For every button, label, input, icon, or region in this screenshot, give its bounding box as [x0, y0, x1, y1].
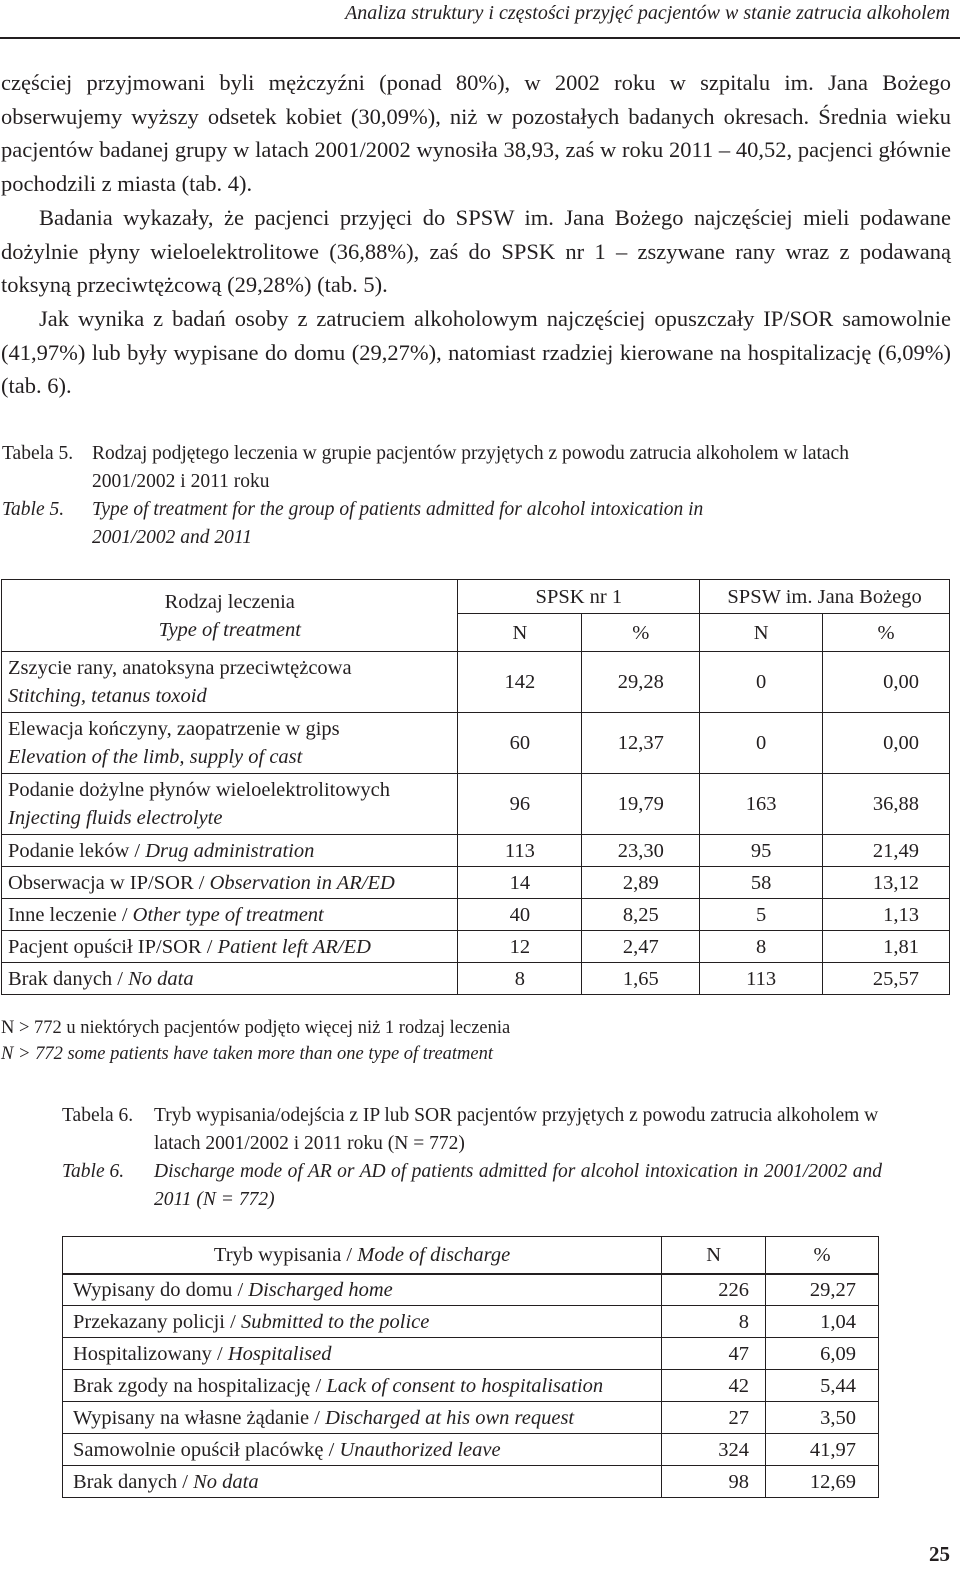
treatment-en: Elevation of the limb, supply of cast — [8, 746, 303, 768]
mode-pl: Brak zgody na hospitalizację — [73, 1374, 311, 1397]
spsw-n: 95 — [700, 835, 823, 867]
spsk-pct: 2,47 — [582, 931, 700, 963]
table5-head-en: Type of treatment — [158, 618, 301, 641]
mode-sep: / — [309, 1406, 326, 1429]
discharge-n: 27 — [662, 1402, 766, 1434]
table-row — [2, 963, 950, 995]
treatment-cell — [2, 652, 458, 713]
discharge-pct: 12,69 — [766, 1466, 879, 1498]
treatment-sep: / — [129, 839, 146, 862]
spsk-n: 40 — [458, 899, 582, 931]
mode-sep: / — [310, 1374, 327, 1397]
treatment-cell — [2, 774, 458, 835]
spsw-pct: 0,00 — [823, 652, 950, 713]
discharge-mode-cell — [63, 1274, 662, 1306]
table-row — [63, 1370, 879, 1402]
mode-en: Discharged home — [248, 1278, 393, 1301]
spsk-pct: 19,79 — [582, 774, 700, 835]
table6-caption-pl-label: Tabela 6. — [62, 1105, 134, 1126]
table5-col-n2: N — [700, 614, 823, 652]
spsw-n: 58 — [700, 867, 823, 899]
mode-en: Submitted to the police — [240, 1310, 430, 1333]
table5-head-pl: Rodzaj leczenia — [164, 590, 295, 613]
spsw-n: 0 — [700, 713, 823, 774]
treatment-pl: Elewacja kończyny, zaopatrzenie w gips — [8, 718, 340, 740]
spsk-pct: 12,37 — [582, 713, 700, 774]
table5-note-en: N > 772 some patients have taken more than one type of treatment — [1, 1044, 494, 1064]
mode-en: Hospitalised — [227, 1342, 332, 1365]
treatment-pl: Podanie dożylne płynów wieloelektrolitowych — [8, 779, 391, 801]
spsw-n: 5 — [700, 899, 823, 931]
treatment-en: Stitching, tetanus toxoid — [8, 685, 207, 707]
spsw-pct: 13,12 — [823, 867, 950, 899]
discharge-n: 42 — [662, 1370, 766, 1402]
table-row — [2, 867, 950, 899]
table6-caption-en: Discharge mode of AR or AD of patients admitted for alcohol intoxication in 2001/2002 and 2011 (N = 772) — [154, 1161, 882, 1210]
spsk-pct: 29,28 — [582, 652, 700, 713]
spsw-pct: 36,88 — [823, 774, 950, 835]
table5-caption-pl: Rodzaj podjętego leczenia w grupie pacjentów przyjętych z powodu zatrucia alkoholem w latach 2001/2002 i 2011 roku — [92, 443, 849, 492]
spsk-n: 96 — [458, 774, 582, 835]
treatment-en: No data — [128, 967, 194, 990]
table-row — [63, 1434, 879, 1466]
mode-pl: Wypisany do domu — [73, 1278, 233, 1301]
discharge-pct: 6,09 — [766, 1338, 879, 1370]
treatment-sep: / — [201, 935, 218, 958]
paragraph-2: Badania wykazały, że pacjenci przyjęci do SPSW im. Jana Bożego najczęściej mieli podawane dożylnie płyny wieloelektrolitowe (36,88%), zaś do SPSK nr 1 – zszywane rany wraz z podawaną toksyną przeciwtężcową (29,28%) (tab. 5). — [1, 204, 951, 298]
mode-sep: / — [211, 1342, 228, 1365]
running-title: Analiza struktury i częstości przyjęć pacjentów w stanie zatrucia alkoholem — [345, 2, 950, 24]
table6-head-sep: / — [341, 1243, 358, 1266]
discharge-pct: 3,50 — [766, 1402, 879, 1434]
mode-pl: Wypisany na własne żądanie — [73, 1406, 310, 1429]
table-row — [2, 774, 950, 835]
table6-caption-en-label: Table 6. — [62, 1161, 125, 1182]
treatment-cell — [2, 899, 458, 931]
table-row — [2, 899, 950, 931]
spsw-n: 0 — [700, 652, 823, 713]
discharge-n: 8 — [662, 1306, 766, 1338]
running-header — [0, 0, 960, 39]
table5-col-pct2: % — [823, 614, 950, 652]
treatment-sep: / — [193, 871, 210, 894]
table6-head-pl: Tryb wypisania — [213, 1243, 342, 1266]
table-row — [63, 1402, 879, 1434]
spsk-n: 14 — [458, 867, 582, 899]
treatment-pl: Obserwacja w IP/SOR — [8, 871, 194, 894]
spsw-n: 113 — [700, 963, 823, 995]
discharge-n: 98 — [662, 1466, 766, 1498]
table-row — [2, 652, 950, 713]
body-text — [1, 66, 951, 403]
treatment-cell — [2, 867, 458, 899]
spsw-pct: 1,81 — [823, 931, 950, 963]
spsk-pct: 8,25 — [582, 899, 700, 931]
mode-en: No data — [193, 1470, 259, 1493]
discharge-mode-cell — [63, 1370, 662, 1402]
treatment-sep: / — [112, 967, 129, 990]
paragraph-1: częściej przyjmowani byli mężczyźni (ponad 80%), w 2002 roku w szpitalu im. Jana Bożego obserwujemy wyższy odsetek kobiet (30,09%), niż w pozostałych badanych okresach. Średnia wieku pacjentów badanej grupy w latach 2001/2002 wynosiła 38,93, zaś w roku 2011 – 40,52, pacjenci głównie pochodzili z miasta (tab. 4). — [1, 70, 951, 197]
table-row — [2, 713, 950, 774]
treatment-pl: Pacjent opuścił IP/SOR — [8, 935, 202, 958]
spsw-pct: 0,00 — [823, 713, 950, 774]
treatment-en: Observation in AR/ED — [209, 871, 395, 894]
treatment-sep: / — [116, 903, 133, 926]
treatment-en: Drug administration — [145, 839, 315, 862]
table5-col-n1: N — [458, 614, 582, 652]
table5-note-pl: N > 772 u niektórych pacjentów podjęto więcej niż 1 rodzaj leczenia — [1, 1018, 511, 1038]
spsw-pct: 21,49 — [823, 835, 950, 867]
mode-pl: Brak danych — [73, 1470, 178, 1493]
mode-pl: Przekazany policji — [73, 1310, 225, 1333]
table-row — [2, 931, 950, 963]
table5-caption-en: Type of treatment for the group of patients admitted for alcohol intoxication in 2001/2002 and 2011 — [92, 499, 704, 548]
treatment-pl: Brak danych — [8, 967, 113, 990]
discharge-mode-cell — [63, 1466, 662, 1498]
treatment-cell — [2, 931, 458, 963]
table5-group-spsk: SPSK nr 1 — [458, 580, 700, 614]
spsw-n: 8 — [700, 931, 823, 963]
treatment-cell — [2, 963, 458, 995]
spsk-n: 60 — [458, 713, 582, 774]
treatment-cell — [2, 713, 458, 774]
treatment-pl: Inne leczenie — [8, 903, 117, 926]
table-row — [2, 835, 950, 867]
spsk-n: 12 — [458, 931, 582, 963]
table-row — [63, 1338, 879, 1370]
spsk-n: 113 — [458, 835, 582, 867]
mode-en: Discharged at his own request — [325, 1406, 575, 1429]
discharge-mode-cell — [63, 1402, 662, 1434]
table6-caption — [62, 1102, 882, 1214]
table5 — [1, 579, 950, 995]
table-row — [63, 1274, 879, 1306]
mode-sep: / — [232, 1278, 249, 1301]
table6-head-mode — [63, 1237, 662, 1274]
discharge-n: 324 — [662, 1434, 766, 1466]
treatment-en: Other type of treatment — [132, 903, 324, 926]
discharge-mode-cell — [63, 1338, 662, 1370]
spsw-n: 163 — [700, 774, 823, 835]
table-row — [63, 1306, 879, 1338]
mode-en: Unauthorized leave — [339, 1438, 501, 1461]
mode-sep: / — [323, 1438, 340, 1461]
table5-col-pct1: % — [582, 614, 700, 652]
mode-pl: Samowolnie opuścił placówkę — [73, 1438, 324, 1461]
discharge-n: 226 — [662, 1274, 766, 1306]
spsk-n: 8 — [458, 963, 582, 995]
discharge-mode-cell — [63, 1434, 662, 1466]
spsk-pct: 23,30 — [582, 835, 700, 867]
treatment-pl: Zszycie rany, anatoksyna przeciwtężcowa — [8, 657, 352, 679]
spsw-pct: 25,57 — [823, 963, 950, 995]
spsw-pct: 1,13 — [823, 899, 950, 931]
mode-en: Lack of consent to hospitalisation — [326, 1374, 604, 1397]
discharge-pct: 29,27 — [766, 1274, 879, 1306]
table6 — [62, 1236, 879, 1498]
table5-group-spsw: SPSW im. Jana Bożego — [700, 580, 950, 614]
mode-sep: / — [224, 1310, 241, 1333]
page-number: 25 — [929, 1542, 950, 1566]
discharge-pct: 1,04 — [766, 1306, 879, 1338]
table-row — [63, 1466, 879, 1498]
treatment-cell — [2, 835, 458, 867]
paragraph-3: Jak wynika z badań osoby z zatruciem alkoholowym najczęściej opuszczały IP/SOR samowolnie (41,97%) lub były wypisane do domu (29,27%), natomiast rzadziej kierowane na hospitalizację (6,09%) (tab. 6). — [1, 305, 951, 399]
discharge-pct: 5,44 — [766, 1370, 879, 1402]
treatment-en: Patient left AR/ED — [217, 935, 371, 958]
table6-head-en: Mode of discharge — [357, 1243, 511, 1266]
table5-caption-en-label: Table 5. — [2, 499, 65, 520]
spsk-pct: 1,65 — [582, 963, 700, 995]
treatment-en: Injecting fluids electrolyte — [8, 807, 223, 829]
discharge-pct: 41,97 — [766, 1434, 879, 1466]
spsk-pct: 2,89 — [582, 867, 700, 899]
table6-col-n: N — [662, 1237, 766, 1274]
spsk-n: 142 — [458, 652, 582, 713]
table5-head-type — [2, 580, 458, 652]
discharge-mode-cell — [63, 1306, 662, 1338]
discharge-n: 47 — [662, 1338, 766, 1370]
table6-col-pct: % — [766, 1237, 879, 1274]
table6-caption-pl: Tryb wypisania/odejścia z IP lub SOR pacjentów przyjętych z powodu zatrucia alkoholem w latach 2001/2002 i 2011 roku (N = 772) — [154, 1105, 879, 1154]
table5-caption — [2, 440, 912, 552]
mode-pl: Hospitalizowany — [73, 1342, 212, 1365]
treatment-pl: Podanie leków — [8, 839, 130, 862]
mode-sep: / — [177, 1470, 194, 1493]
table5-caption-pl-label: Tabela 5. — [2, 443, 74, 464]
